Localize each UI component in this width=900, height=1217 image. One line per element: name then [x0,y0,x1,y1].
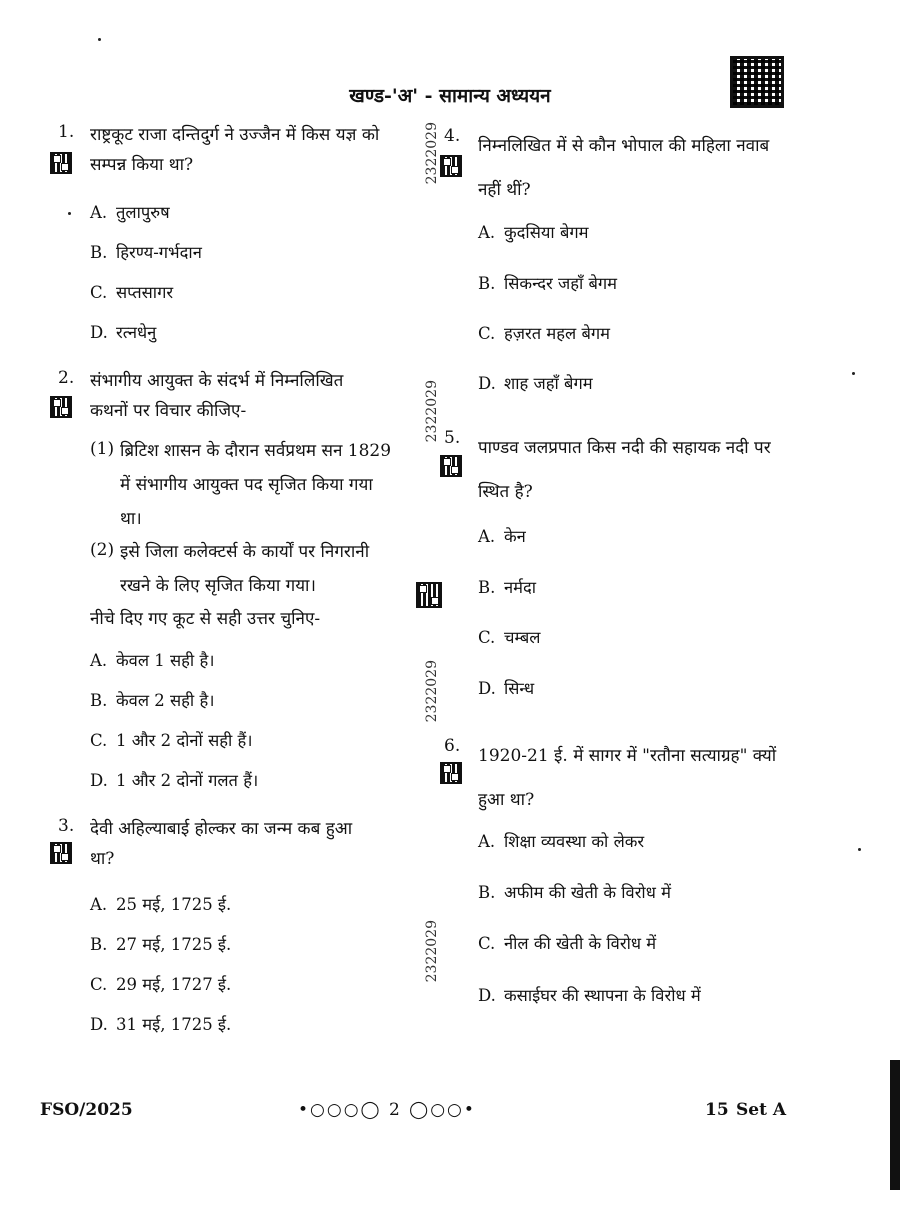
option-a: A. तुलापुरुष [90,203,170,222]
option-c: C. हज़रत महल बेगम [478,324,611,343]
qr-code-icon [440,455,462,477]
option-a: A. केन [478,527,526,546]
option-b: B. केवल 2 सही है। [90,691,215,710]
option-a: A. शिक्षा व्यवस्था को लेकर [478,832,645,851]
qr-code-icon [50,842,72,864]
statement-2: (2) इसे जिला कलेक्टर्स के कार्यों पर निगरानी रखने के लिए सृजित किया गया। [90,540,370,596]
option-b: B. 27 मई, 1725 ई. [90,935,232,954]
statement-1: (1) ब्रिटिश शासन के दौरान सर्वप्रथम सन 1829 में संभागीय आयुक्त पद सृजित किया गया था। [90,439,392,529]
option-d: D. रत्नधेनु [90,323,157,342]
instruction-text: नीचे दिए गए कूट से सही उत्तर चुनिए- [90,609,321,629]
option-c: C. सप्तसागर [90,283,174,302]
option-d: D. शाह जहाँ बेगम [478,374,593,393]
qr-code-icon [50,396,72,418]
option-d: D. 31 मई, 1725 ई. [90,1015,232,1034]
question-number: 5. [444,428,461,448]
option-a: A. केवल 1 सही है। [90,651,215,670]
question-text: राष्ट्रकूट राजा दन्तिदुर्ग ने उज्जैन में किस यज्ञ को सम्पन्न किया था? [90,125,380,175]
option-b: B. नर्मदा [478,578,537,597]
page-number: 15 [705,1100,729,1120]
side-code-1 [424,122,438,184]
option-c: C. 29 मई, 1727 ई. [90,975,232,994]
option-c: C. नील की खेती के विरोध में [478,934,657,953]
side-code-3: 2322029 [424,660,440,723]
exam-code: FSO/2025 [40,1100,133,1120]
qr-code-icon [440,155,462,177]
question-text: निम्नलिखित में से कौन भोपाल की महिला नवाब नहीं थीं? [478,136,770,200]
option-d: D. 1 और 2 दोनों गलत हैं। [90,771,259,790]
option-a: A. कुदसिया बेगम [478,223,589,242]
side-code-2: 2322029 [424,380,440,443]
option-b: B. हिरण्य-गर्भदान [90,243,202,262]
option-b: B. अफीम की खेती के विरोध में [478,883,671,902]
scan-speck [68,212,71,215]
question-number: 4. [444,126,461,146]
question-number: 6. [444,736,461,756]
scan-speck [98,38,101,41]
question-text: देवी अहिल्याबाई होल्कर का जन्म कब हुआ था? [90,819,353,869]
scan-speck [858,848,861,851]
option-d: D. कसाईघर की स्थापना के विरोध में [478,986,701,1005]
question-number: 1. [58,122,75,142]
qr-code-icon [440,762,462,784]
qr-code-icon [50,152,72,174]
question-text: 1920-21 ई. में सागर में "रतौना सत्याग्रह" क्यों हुआ था? [478,746,777,810]
side-code-text: 2322029 [424,122,440,185]
option-d: D. सिन्ध [478,679,535,698]
qr-code-icon [416,582,442,608]
option-c: C. चम्बल [478,628,541,647]
option-c: C. 1 और 2 दोनों सही हैं। [90,731,253,750]
datamatrix-code-icon [730,56,784,108]
option-b: B. सिकन्दर जहाँ बेगम [478,274,618,293]
page-marker: •○○○◯ 2 ◯○○• [298,1100,476,1120]
scan-speck [852,372,855,375]
question-text: पाण्डव जलप्रपात किस नदी की सहायक नदी पर स्थित है? [478,438,771,502]
section-title: खण्ड-'अ' - सामान्य अध्ययन [349,85,551,107]
question-number: 2. [58,368,75,388]
side-code-4: 2322029 [424,920,440,983]
option-a: A. 25 मई, 1725 ई. [90,895,232,914]
set-label: Set A [736,1100,787,1120]
question-number: 3. [58,816,75,836]
scan-edge-bar [890,1060,900,1190]
question-text: संभागीय आयुक्त के संदर्भ में निम्नलिखित कथनों पर विचार कीजिए- [90,371,344,421]
